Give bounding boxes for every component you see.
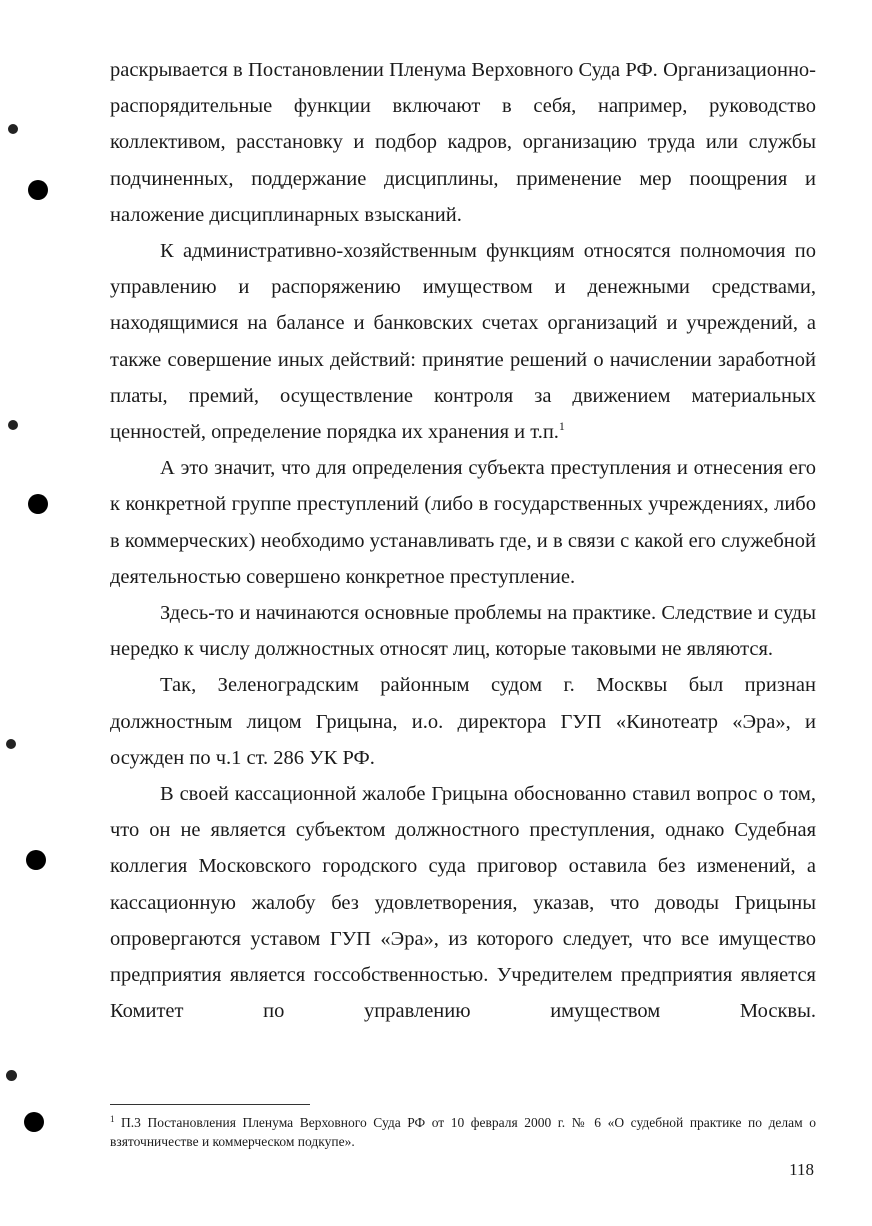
- paragraph: А это значит, что для определения субъекта преступления и отнесения его к конкретной группе преступлений (либо в государственных учреждениях, либо в коммерческих) необходимо устанавливать где, и в связи с какой его служебной деятельностью совершено конкретное преступление.: [110, 457, 816, 588]
- scan-speck: [6, 1070, 17, 1081]
- body-text: [110, 52, 816, 1029]
- scan-speck: [8, 420, 18, 430]
- binder-hole: [26, 850, 46, 870]
- footnote-rule: [110, 1104, 310, 1105]
- binder-hole: [24, 1112, 44, 1132]
- paragraph: В своей кассационной жалобе Грицына обоснованно ставил вопрос о том, что он не является субъектом должностного преступления, однако Судебная коллегия Московского городского суда приговор оставила без изменений, а кассационную жалобу без удовлетворения, указав, что доводы Грицыны опровергаются уставом ГУП «Эра», из которого следует, что все имущество предприятия является госсобственностью. Учредителем предприятия является Комитет по управлению имуществом Москвы.: [110, 783, 816, 1023]
- page-number: 118: [789, 1160, 814, 1179]
- footnote-text: П.3 Постановления Пленума Верховного Суда РФ от 10 февраля 2000 г. № 6 «О судебной практике по делам о взяточничестве и коммерческом подкупе».: [110, 1115, 816, 1149]
- paragraph-text: К административно-хозяйственным функциям относятся полномочия по управлению и распоряжению имуществом и денежными средствами, находящимися на балансе и банковских счетах организаций и учреждений, а также совершение иных действий: принятие решений о начислении заработной платы, премий, осуществление контроля за движением материальных ценностей, определение порядка их хранения и т.п.: [110, 240, 816, 444]
- paragraph: [110, 233, 816, 450]
- paragraph: Так, Зеленоградским районным судом г. Москвы был признан должностным лицом Грицына, и.о. директора ГУП «Кинотеатр «Эра», и осужден по ч.1 ст. 286 УК РФ.: [110, 674, 816, 769]
- scan-speck: [8, 124, 18, 134]
- paragraph: раскрывается в Постановлении Пленума Верховного Суда РФ. Организационно-распорядительные функции включают в себя, например, руководство коллективом, расстановку и подбор кадров, организацию труда или службы подчиненных, поддержание дисциплины, применение мер поощрения и наложение дисциплинарных взысканий.: [110, 59, 816, 226]
- footnote: [110, 1113, 816, 1151]
- footnote-ref: 1: [558, 419, 565, 434]
- scan-speck: [6, 739, 16, 749]
- binder-hole: [28, 180, 48, 200]
- binder-hole: [28, 494, 48, 514]
- paragraph: Здесь-то и начинаются основные проблемы на практике. Следствие и суды нередко к числу должностных относят лиц, которые таковыми не являются.: [110, 602, 816, 661]
- footnote-number: 1: [110, 1114, 115, 1124]
